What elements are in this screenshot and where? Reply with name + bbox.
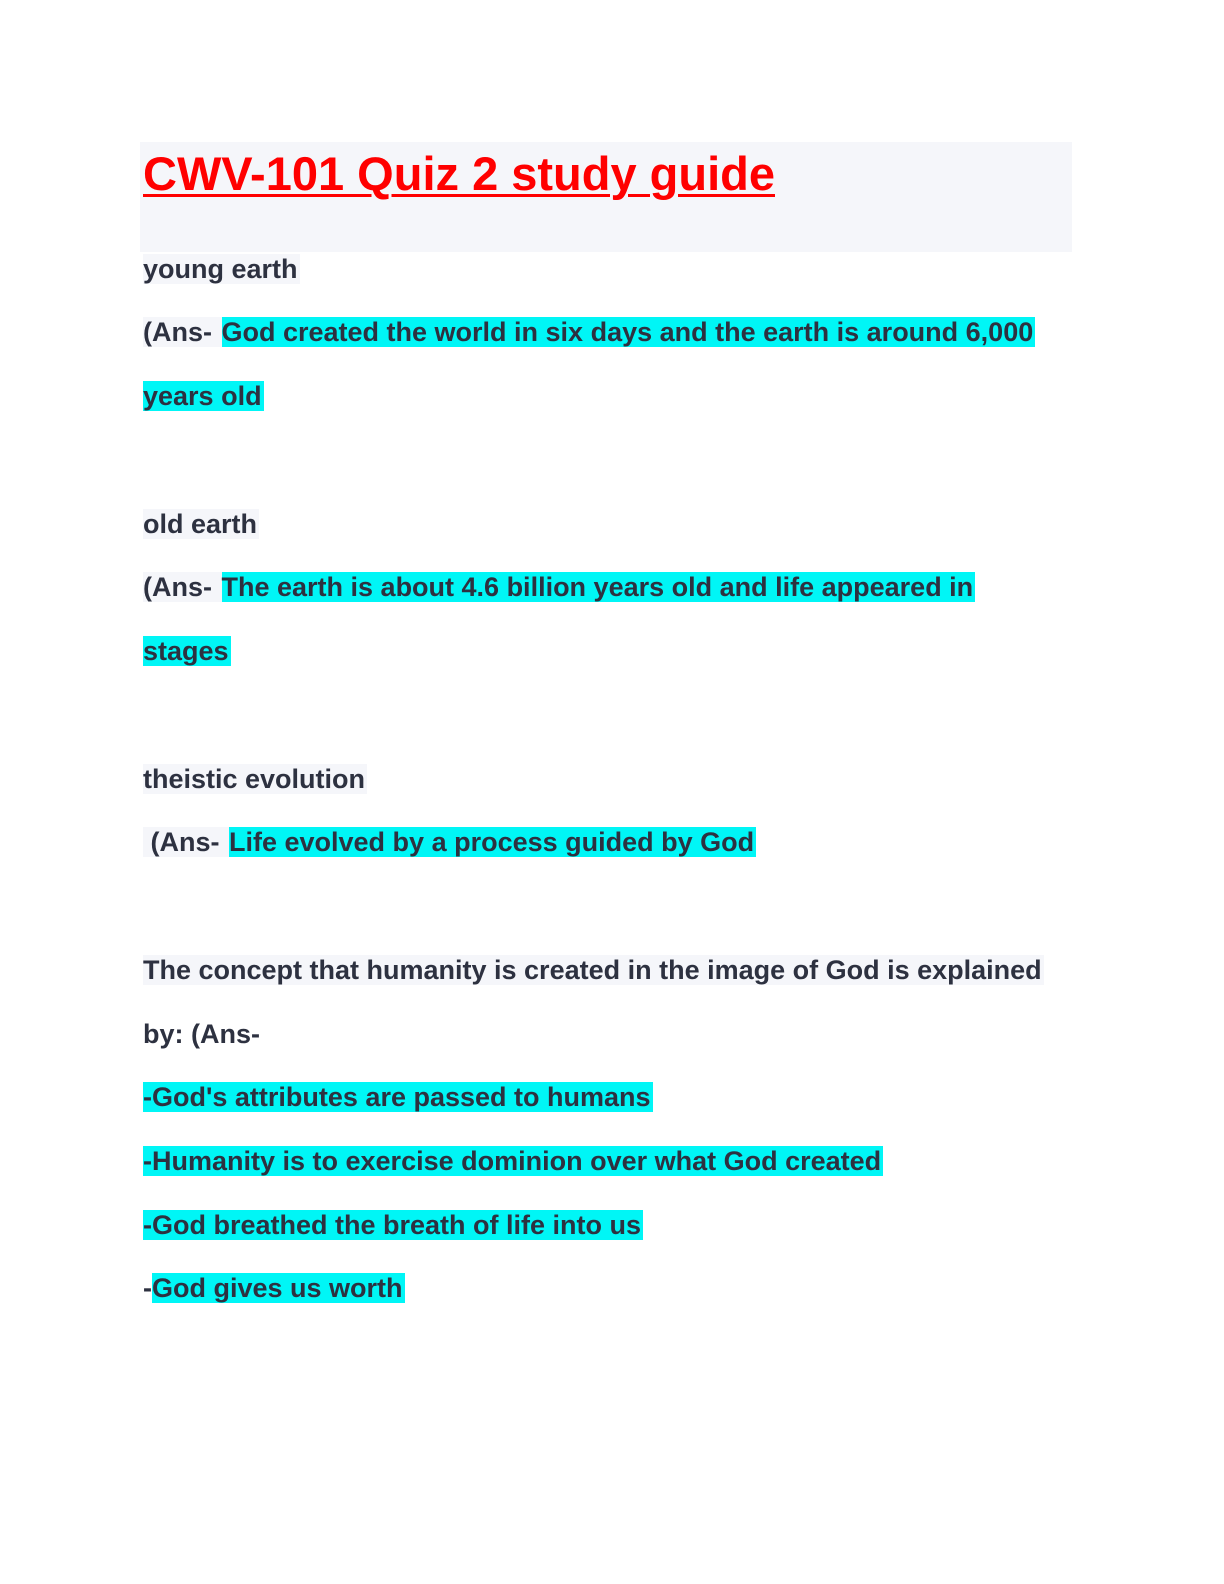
highlighted-answer: God gives us worth — [152, 1273, 403, 1303]
answer-bullet-4 — [143, 1272, 405, 1304]
highlighted-answer: Life evolved by a process guided by God — [229, 827, 755, 857]
highlighted-answer: -God breathed the breath of life into us — [143, 1210, 642, 1240]
answer-old-earth-line1 — [143, 571, 975, 603]
term-theistic-evolution — [143, 763, 367, 795]
answer-bullet-1 — [143, 1081, 653, 1113]
question-text: by: (Ans- — [143, 1019, 260, 1049]
highlighted-answer: stages — [143, 636, 229, 666]
answer-theistic-evolution — [143, 826, 756, 858]
term-label: young earth — [143, 254, 298, 284]
answer-bullet-3 — [143, 1209, 643, 1241]
page-title: CWV-101 Quiz 2 study guide — [143, 147, 775, 200]
answer-old-earth-line2 — [143, 635, 231, 667]
question-image-of-god-line1 — [143, 954, 1044, 986]
bullet-dash: - — [143, 1273, 152, 1303]
answer-prefix: (Ans- — [143, 317, 220, 347]
term-old-earth — [143, 508, 259, 540]
answer-bullet-2 — [143, 1145, 883, 1177]
answer-young-earth-line2 — [143, 380, 264, 412]
term-young-earth — [143, 253, 300, 285]
answer-prefix: (Ans- — [143, 572, 220, 602]
highlighted-answer: -Humanity is to exercise dominion over what God created — [143, 1146, 882, 1176]
highlighted-answer: The earth is about 4.6 billion years old and life appeared in — [221, 572, 974, 602]
question-text: The concept that humanity is created in the image of God is explained — [143, 955, 1042, 985]
highlighted-answer: God created the world in six days and the earth is around 6,000 — [221, 317, 1034, 347]
term-label: theistic evolution — [143, 764, 366, 794]
answer-prefix: (Ans- — [143, 827, 227, 857]
answer-young-earth-line1 — [143, 316, 1035, 348]
highlighted-answer: -God's attributes are passed to humans — [143, 1082, 651, 1112]
title-block — [140, 142, 1072, 252]
term-label: old earth — [143, 509, 258, 539]
question-image-of-god-line2 — [143, 1018, 260, 1050]
highlighted-answer: years old — [143, 381, 262, 411]
